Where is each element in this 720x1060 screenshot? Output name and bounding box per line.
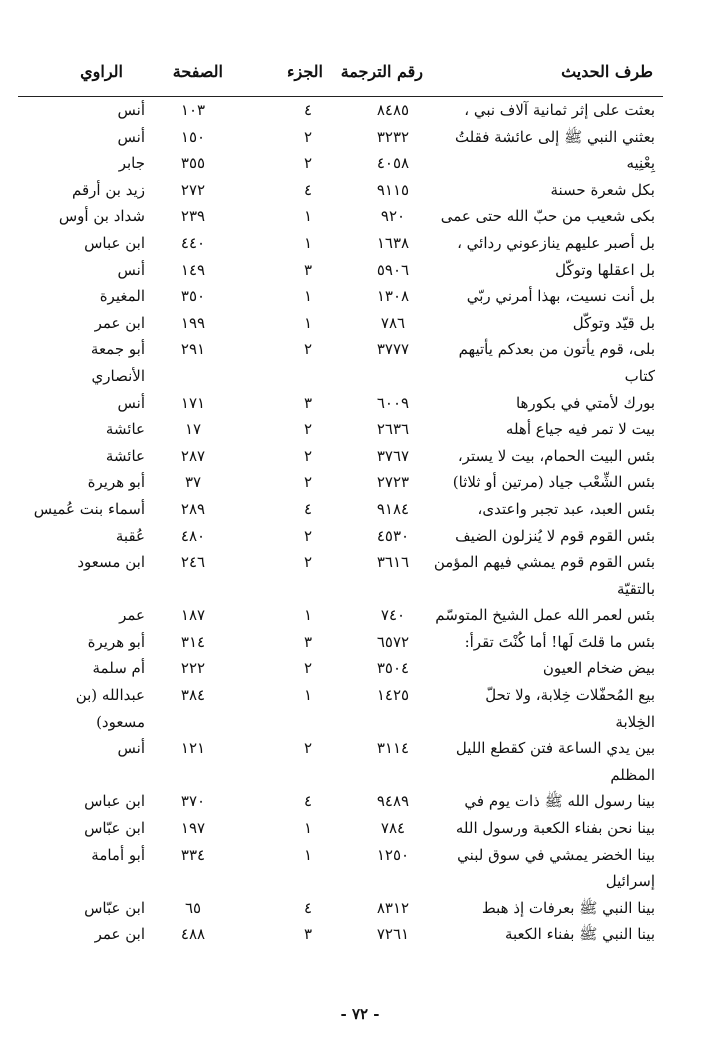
volume: ١ bbox=[303, 845, 313, 864]
table-row bbox=[18, 788, 663, 815]
volume: ١ bbox=[303, 233, 313, 252]
narrator: أبو هريرة bbox=[87, 632, 145, 651]
table-row bbox=[18, 629, 663, 656]
page-ref: ٤٤٠ bbox=[180, 233, 206, 252]
hadith-text: كتاب bbox=[624, 366, 655, 385]
entry-number: ٣٢٣٢ bbox=[376, 127, 410, 146]
narrator: عُقبة bbox=[115, 526, 145, 545]
table-row bbox=[18, 682, 663, 709]
volume: ٤ bbox=[303, 180, 313, 199]
entry-number: ٧٨٦ bbox=[380, 313, 406, 332]
page-ref: ٣٨٤ bbox=[180, 686, 206, 705]
hadith-text: بالتقيّة bbox=[617, 579, 655, 598]
hadith-text: بئس الشِّعْب جياد (مرتين أو ثلاثا) bbox=[452, 473, 655, 492]
entry-number: ٧٤٠ bbox=[380, 606, 406, 625]
narrator: ابن عبّاس bbox=[84, 898, 145, 917]
table-header bbox=[18, 62, 663, 92]
hadith-text: بئس العبد، عبد تجبر واعتدى، bbox=[477, 499, 655, 518]
narrator: ابن عمر bbox=[94, 925, 145, 944]
table-row bbox=[18, 203, 663, 230]
narrator: عبدالله (بن bbox=[75, 686, 145, 705]
narrator: عائشة bbox=[105, 420, 145, 439]
page-ref: ٣٣٤ bbox=[180, 845, 206, 864]
volume: ١ bbox=[303, 686, 313, 705]
hadith-text: بعثني النبي ﷺ إلى عائشة فقلتُ bbox=[454, 127, 655, 146]
table-row bbox=[18, 895, 663, 922]
table-row bbox=[18, 390, 663, 417]
narrator: أنس bbox=[117, 127, 145, 146]
table-row bbox=[18, 283, 663, 310]
narrator: أبو أمامة bbox=[91, 845, 145, 864]
page-ref: ٢٤٦ bbox=[180, 553, 206, 572]
volume: ٢ bbox=[303, 473, 313, 492]
entry-number: ٤٥٣٠ bbox=[376, 526, 410, 545]
table-row bbox=[18, 177, 663, 204]
table-row bbox=[18, 496, 663, 523]
entry-number: ١٦٣٨ bbox=[376, 233, 410, 252]
volume: ٢ bbox=[303, 154, 313, 173]
page-ref: ٣٥٠ bbox=[180, 287, 206, 306]
hadith-text: بكل شعرة حسنة bbox=[550, 180, 655, 199]
page-ref: ٢٢٢ bbox=[180, 659, 206, 678]
page-ref: ٢٩١ bbox=[180, 340, 206, 359]
table-row bbox=[18, 336, 663, 363]
volume: ٢ bbox=[303, 340, 313, 359]
volume: ١ bbox=[303, 819, 313, 838]
table-row bbox=[18, 124, 663, 151]
table-row bbox=[18, 416, 663, 443]
volume: ٤ bbox=[303, 898, 313, 917]
entry-number: ٧٨٤ bbox=[380, 819, 406, 838]
entry-number: ١٤٢٥ bbox=[376, 686, 410, 705]
entry-number: ٥٩٠٦ bbox=[376, 260, 410, 279]
page-ref: ٢٨٩ bbox=[180, 499, 206, 518]
narrator: ابن مسعود bbox=[77, 553, 145, 572]
hadith-text: بينا الخضر يمشي في سوق لبني bbox=[457, 845, 655, 864]
volume: ٣ bbox=[303, 925, 313, 944]
entry-number: ٣٦١٦ bbox=[376, 553, 410, 572]
volume: ٢ bbox=[303, 553, 313, 572]
narrator: ابن عباس bbox=[84, 233, 145, 252]
volume: ٢ bbox=[303, 127, 313, 146]
entry-number: ١٢٥٠ bbox=[376, 845, 410, 864]
page-ref: ١٩٩ bbox=[180, 313, 206, 332]
entry-number: ٩٢٠ bbox=[380, 207, 406, 226]
page-ref: ٤٨٨ bbox=[180, 925, 206, 944]
entry-number: ٦٥٧٢ bbox=[376, 632, 410, 651]
header-rawi: الراوي bbox=[80, 62, 123, 81]
narrator: عمر bbox=[119, 606, 145, 625]
hadith-text: بعثت على إثر ثمانية آلاف نبي ، bbox=[464, 101, 655, 119]
table-row bbox=[18, 655, 663, 682]
entry-number: ٤٠٥٨ bbox=[376, 154, 410, 173]
entry-number: ٧٢٦١ bbox=[376, 925, 410, 944]
table-row bbox=[18, 257, 663, 284]
hadith-text: بل قيّد وتوكّل bbox=[572, 313, 655, 332]
page-ref: ١٥٠ bbox=[180, 127, 206, 146]
hadith-text: بئس القوم قوم يمشي فيهم المؤمن bbox=[433, 553, 655, 572]
hadith-text: بل أنت نسيت، بهذا أمرني ربّي bbox=[466, 287, 655, 306]
page-ref: ٣٧ bbox=[184, 473, 202, 492]
page-ref: ٣٧٠ bbox=[180, 792, 206, 811]
table-row bbox=[18, 363, 663, 390]
narrator: أسماء بنت عُميس bbox=[33, 499, 145, 518]
hadith-text: الخِلابة bbox=[615, 712, 655, 731]
narrator: أنس bbox=[117, 739, 145, 758]
table-row bbox=[18, 97, 663, 124]
table-row bbox=[18, 602, 663, 629]
table-row bbox=[18, 230, 663, 257]
narrator: عائشة bbox=[105, 446, 145, 465]
entry-number: ٣٥٠٤ bbox=[376, 659, 410, 678]
entry-number: ٩١٨٤ bbox=[376, 499, 410, 518]
table-row bbox=[18, 310, 663, 337]
narrator: أنس bbox=[117, 101, 145, 119]
entry-number: ٣١١٤ bbox=[376, 739, 410, 758]
entry-number: ٢٦٣٦ bbox=[376, 420, 410, 439]
page-ref: ٣١٤ bbox=[180, 632, 206, 651]
entry-number: ٨٣١٢ bbox=[376, 898, 410, 917]
entry-number: ١٣٠٨ bbox=[376, 287, 410, 306]
table-row bbox=[18, 709, 663, 736]
page-ref: ٢٨٧ bbox=[180, 446, 206, 465]
hadith-text: بِعْنِيه bbox=[626, 154, 655, 173]
hadith-text: المظلم bbox=[610, 765, 655, 784]
table-row bbox=[18, 921, 663, 948]
volume: ٢ bbox=[303, 420, 313, 439]
volume: ٤ bbox=[303, 792, 313, 811]
page-ref: ٦٥ bbox=[184, 898, 202, 917]
table-row bbox=[18, 815, 663, 842]
page-ref: ١٨٧ bbox=[180, 606, 206, 625]
volume: ٢ bbox=[303, 659, 313, 678]
table-row bbox=[18, 842, 663, 869]
volume: ٢ bbox=[303, 739, 313, 758]
volume: ٤ bbox=[303, 499, 313, 518]
page-ref: ٣٥٥ bbox=[180, 154, 206, 173]
table-row bbox=[18, 868, 663, 895]
volume: ٣ bbox=[303, 393, 313, 412]
narrator: مسعود) bbox=[96, 712, 145, 731]
narrator: ابن عبّاس bbox=[84, 819, 145, 838]
entry-number: ٩٤٨٩ bbox=[376, 792, 410, 811]
hadith-text: بينا النبي ﷺ بفناء الكعبة bbox=[504, 925, 655, 944]
header-hadith: طرف الحديث bbox=[561, 62, 653, 81]
volume: ٣ bbox=[303, 260, 313, 279]
narrator: المغيرة bbox=[99, 287, 145, 306]
table-row bbox=[18, 523, 663, 550]
page-ref: ١٠٣ bbox=[180, 101, 206, 119]
narrator: أنس bbox=[117, 393, 145, 412]
hadith-text: بينا النبي ﷺ بعرفات إذ هبط bbox=[481, 898, 655, 917]
page-ref: ١٧ bbox=[184, 420, 202, 439]
page-ref: ١٢١ bbox=[180, 739, 206, 758]
hadith-text: إسرائيل bbox=[605, 872, 655, 891]
volume: ١ bbox=[303, 287, 313, 306]
hadith-text: بورك لأمتي في بكورها bbox=[515, 393, 655, 412]
table-row bbox=[18, 150, 663, 177]
volume: ٢ bbox=[303, 526, 313, 545]
hadith-text: بينا نحن بفناء الكعبة ورسول الله bbox=[455, 819, 655, 838]
table-row bbox=[18, 735, 663, 762]
narrator: ابن عمر bbox=[94, 313, 145, 332]
hadith-text: بلى، قوم يأتون من بعدكم يأتيهم bbox=[458, 340, 655, 359]
entry-number: ٦٠٠٩ bbox=[376, 393, 410, 412]
hadith-text: بكى شعيب من حبّ الله حتى عمى bbox=[440, 207, 655, 226]
page-ref: ١٧١ bbox=[180, 393, 206, 412]
table-row bbox=[18, 762, 663, 789]
page-ref: ٤٨٠ bbox=[180, 526, 206, 545]
narrator: الأنصاري bbox=[91, 366, 145, 385]
entry-number: ٩١١٥ bbox=[376, 180, 410, 199]
hadith-text: بل اعقلها وتوكّل bbox=[555, 260, 655, 279]
table-row bbox=[18, 469, 663, 496]
table-row bbox=[18, 443, 663, 470]
narrator: أبو جمعة bbox=[90, 340, 145, 359]
narrator: أنس bbox=[117, 260, 145, 279]
hadith-text: بئس القوم قوم لا يُنزلون الضيف bbox=[455, 526, 655, 545]
hadith-text: بيت لا تمر فيه جياع أهله bbox=[505, 420, 655, 439]
entry-number: ٢٧٢٣ bbox=[376, 473, 410, 492]
hadith-text: بئس البيت الحمام، بيت لا يستر، bbox=[457, 446, 655, 465]
header-number: رقم الترجمة bbox=[340, 62, 423, 81]
entry-number: ٣٧٧٧ bbox=[376, 340, 410, 359]
hadith-text: بين يدي الساعة فتن كقطع الليل bbox=[455, 739, 655, 758]
hadith-text: بيع المُحفّلات خِلابة، ولا تحلّ bbox=[485, 686, 655, 705]
narrator: زيد بن أرقم bbox=[72, 180, 145, 199]
hadith-text: بئس لعمر الله عمل الشيخ المتوسّم bbox=[435, 606, 655, 625]
volume: ٣ bbox=[303, 632, 313, 651]
table-row bbox=[18, 549, 663, 576]
entry-number: ٨٤٨٥ bbox=[376, 101, 410, 119]
page-ref: ٢٣٩ bbox=[180, 207, 206, 226]
hadith-text: بيض ضخام العيون bbox=[542, 659, 655, 678]
narrator: جابر bbox=[118, 154, 145, 173]
table-row bbox=[18, 576, 663, 603]
volume: ١ bbox=[303, 313, 313, 332]
hadith-table bbox=[18, 97, 663, 948]
header-page: الصفحة bbox=[172, 62, 223, 81]
entry-number: ٣٧٦٧ bbox=[376, 446, 410, 465]
page-ref: ١٤٩ bbox=[180, 260, 206, 279]
volume: ١ bbox=[303, 207, 313, 226]
hadith-text: بل أصبر عليهم ينازعوني ردائي ، bbox=[457, 233, 655, 252]
hadith-text: بينا رسول الله ﷺ ذات يوم في bbox=[464, 792, 655, 811]
narrator: شداد بن أوس bbox=[58, 207, 145, 226]
narrator: ابن عباس bbox=[84, 792, 145, 811]
volume: ١ bbox=[303, 606, 313, 625]
page-ref: ٢٧٢ bbox=[180, 180, 206, 199]
narrator: أم سلمة bbox=[92, 659, 145, 678]
page-number: - ٧٢ - bbox=[340, 1005, 380, 1023]
page-ref: ١٩٧ bbox=[180, 819, 206, 838]
volume: ٢ bbox=[303, 446, 313, 465]
hadith-text: بئس ما قلتَ لَها! أما كُنْتَ تقرأ: bbox=[464, 632, 655, 651]
narrator: أبو هريرة bbox=[87, 473, 145, 492]
volume: ٤ bbox=[303, 101, 313, 119]
header-juz: الجزء bbox=[287, 62, 323, 81]
